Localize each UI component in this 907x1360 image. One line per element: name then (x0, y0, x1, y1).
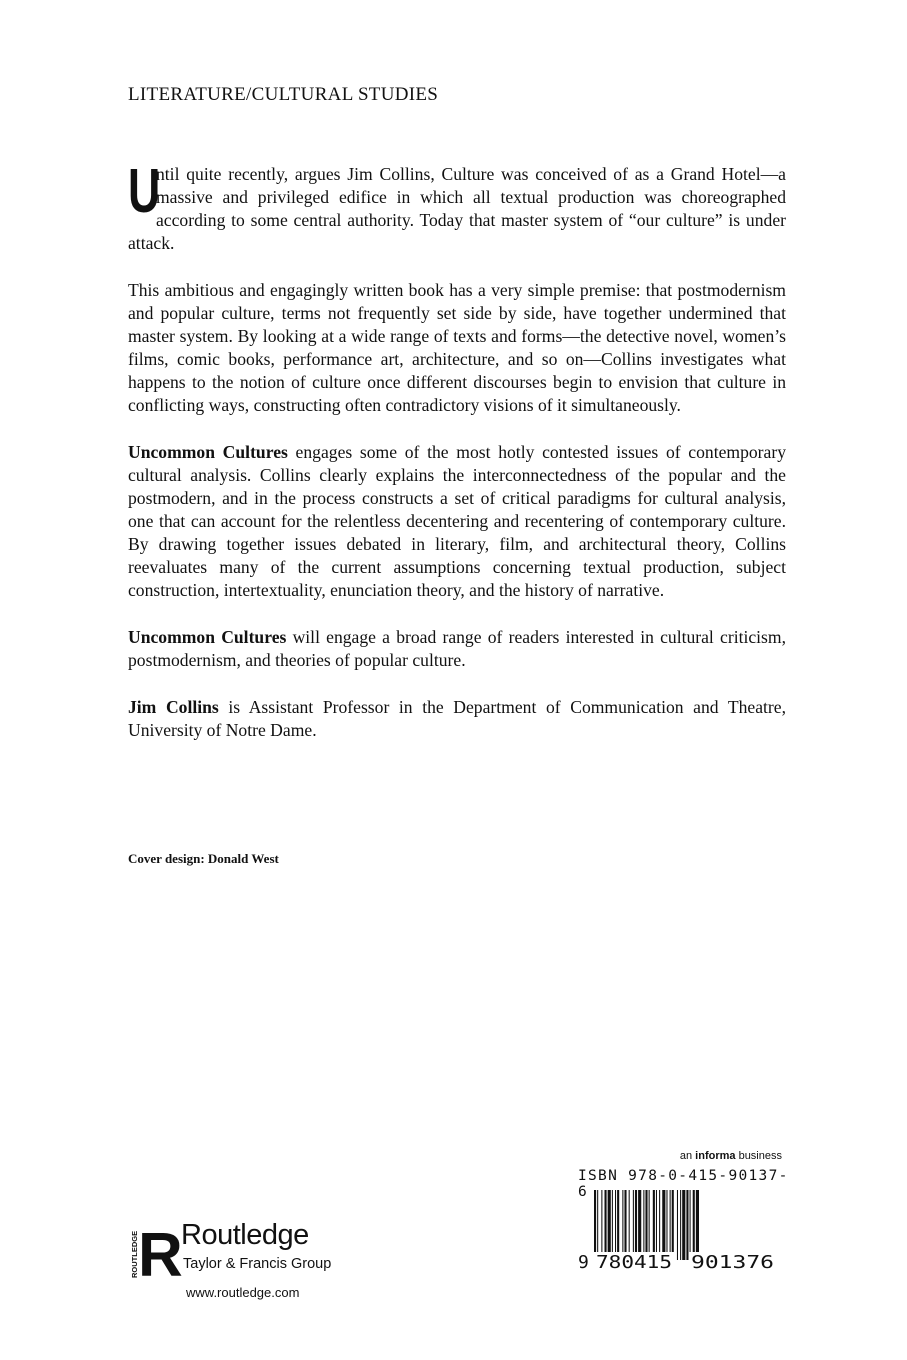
barcode-icon (578, 1190, 790, 1272)
drop-cap: U (128, 157, 161, 226)
barcode-bar (645, 1190, 647, 1260)
barcode-bar (608, 1190, 611, 1260)
barcode-bar (656, 1190, 657, 1260)
barcode-bar (615, 1190, 616, 1260)
analysis-paragraph (128, 441, 786, 602)
author-name: Jim Collins (128, 697, 219, 717)
barcode-bar (693, 1190, 695, 1260)
barcode-bar (643, 1190, 644, 1260)
informa-brand: informa (695, 1150, 736, 1162)
book-title: Uncommon Cultures (128, 442, 288, 462)
informa-tagline (680, 1150, 782, 1162)
barcode-bar (624, 1190, 626, 1260)
blurb (128, 142, 786, 766)
publisher-name: Routledge (181, 1219, 309, 1251)
barcode-bar (633, 1190, 634, 1260)
barcode-bar (662, 1190, 665, 1260)
barcode-bar (605, 1190, 607, 1260)
intro-text: ntil quite recently, argues Jim Collins, Culture was conceived of as a Grand Hotel—a massive and privileged edifice in which all textual production was choreographed according to some central authority. Today that master system of “our culture” is under attack. (128, 164, 786, 253)
barcode-bar (612, 1190, 613, 1260)
category-heading: LITERATURE/CULTURAL STUDIES (128, 84, 439, 105)
barcode-bar (666, 1190, 667, 1260)
barcode-bar (649, 1190, 650, 1260)
routledge-logo-icon (128, 1221, 183, 1290)
informa-suffix: business (735, 1150, 782, 1162)
barcode-left-digits: 780415 (596, 1252, 672, 1273)
barcode-bar (629, 1190, 630, 1260)
analysis-text: engages some of the most hotly contested issues of contemporary cultural analysis. Collins clearly explains the interconnectedness of the popular and the postmodern, and in the process constructs a set of critical paradigms for cultural analysis, one that can account for the relentless decentering and recentering of contemporary culture. By drawing together issues debated in literary, film, and architectural theory, Collins reevaluates many of the current assumptions concerning textual production, subject construction, intertextuality, enunciation theory, and the history of narrative. (128, 442, 786, 600)
logo-side-text: ROUTLEDGE (130, 1230, 139, 1278)
audience-text: will engage a broad range of readers interested in cultural criticism, postmodernism, and theories of popular culture. (128, 627, 786, 670)
barcode-bar (638, 1190, 641, 1260)
book-title: Uncommon Cultures (128, 627, 287, 647)
barcode-bar (594, 1190, 596, 1260)
isbn-label: ISBN 978-0-415-90137-6 (578, 1168, 789, 1200)
author-bio-text: is Assistant Professor in the Department of Communication and Theatre, University of Notre Dame. (128, 697, 786, 740)
barcode-bar (696, 1190, 699, 1260)
barcode-bar (635, 1190, 637, 1260)
barcode-bar (659, 1190, 660, 1260)
publisher-block (128, 1218, 368, 1328)
barcode-bar (677, 1190, 678, 1260)
publisher-url[interactable]: www.routledge.com (186, 1285, 300, 1300)
premise-paragraph: This ambitious and engagingly written book has a very simple premise: that postmodernism and popular culture, terms not frequently set side by side, have together undermined that master system. By looking at a wide range of texts and forms—the detective novel, women’s films, comic books, performance art, architecture, and so on—Collins investigates what happens to the notion of culture once different discourses begin to envision that culture in conflicting ways, constructing often contradictory visions of it simultaneously. (128, 280, 786, 415)
barcode-block (578, 1150, 790, 1275)
audience-paragraph (128, 626, 786, 672)
informa-prefix: an (679, 1150, 696, 1162)
intro-paragraph (128, 142, 786, 255)
barcode-bar (682, 1190, 685, 1260)
barcode-right-digits: 901376 (691, 1252, 774, 1273)
barcode-bar (672, 1190, 674, 1260)
logo-letter: R (138, 1221, 183, 1290)
barcode-bar (690, 1190, 691, 1260)
cover-credit: Cover design: Donald West (128, 851, 279, 866)
barcode-bar (601, 1190, 602, 1260)
publisher-group: Taylor & Francis Group (183, 1256, 332, 1272)
author-bio (128, 696, 786, 742)
barcode-bar (686, 1190, 688, 1260)
barcode-bar (653, 1190, 655, 1260)
barcode-bar (622, 1190, 623, 1260)
barcode-bar (680, 1190, 681, 1260)
barcode-bar (597, 1190, 598, 1260)
barcode-bar (617, 1190, 619, 1260)
barcode-first-digit: 9 (578, 1252, 589, 1273)
barcode-bar (670, 1190, 671, 1260)
